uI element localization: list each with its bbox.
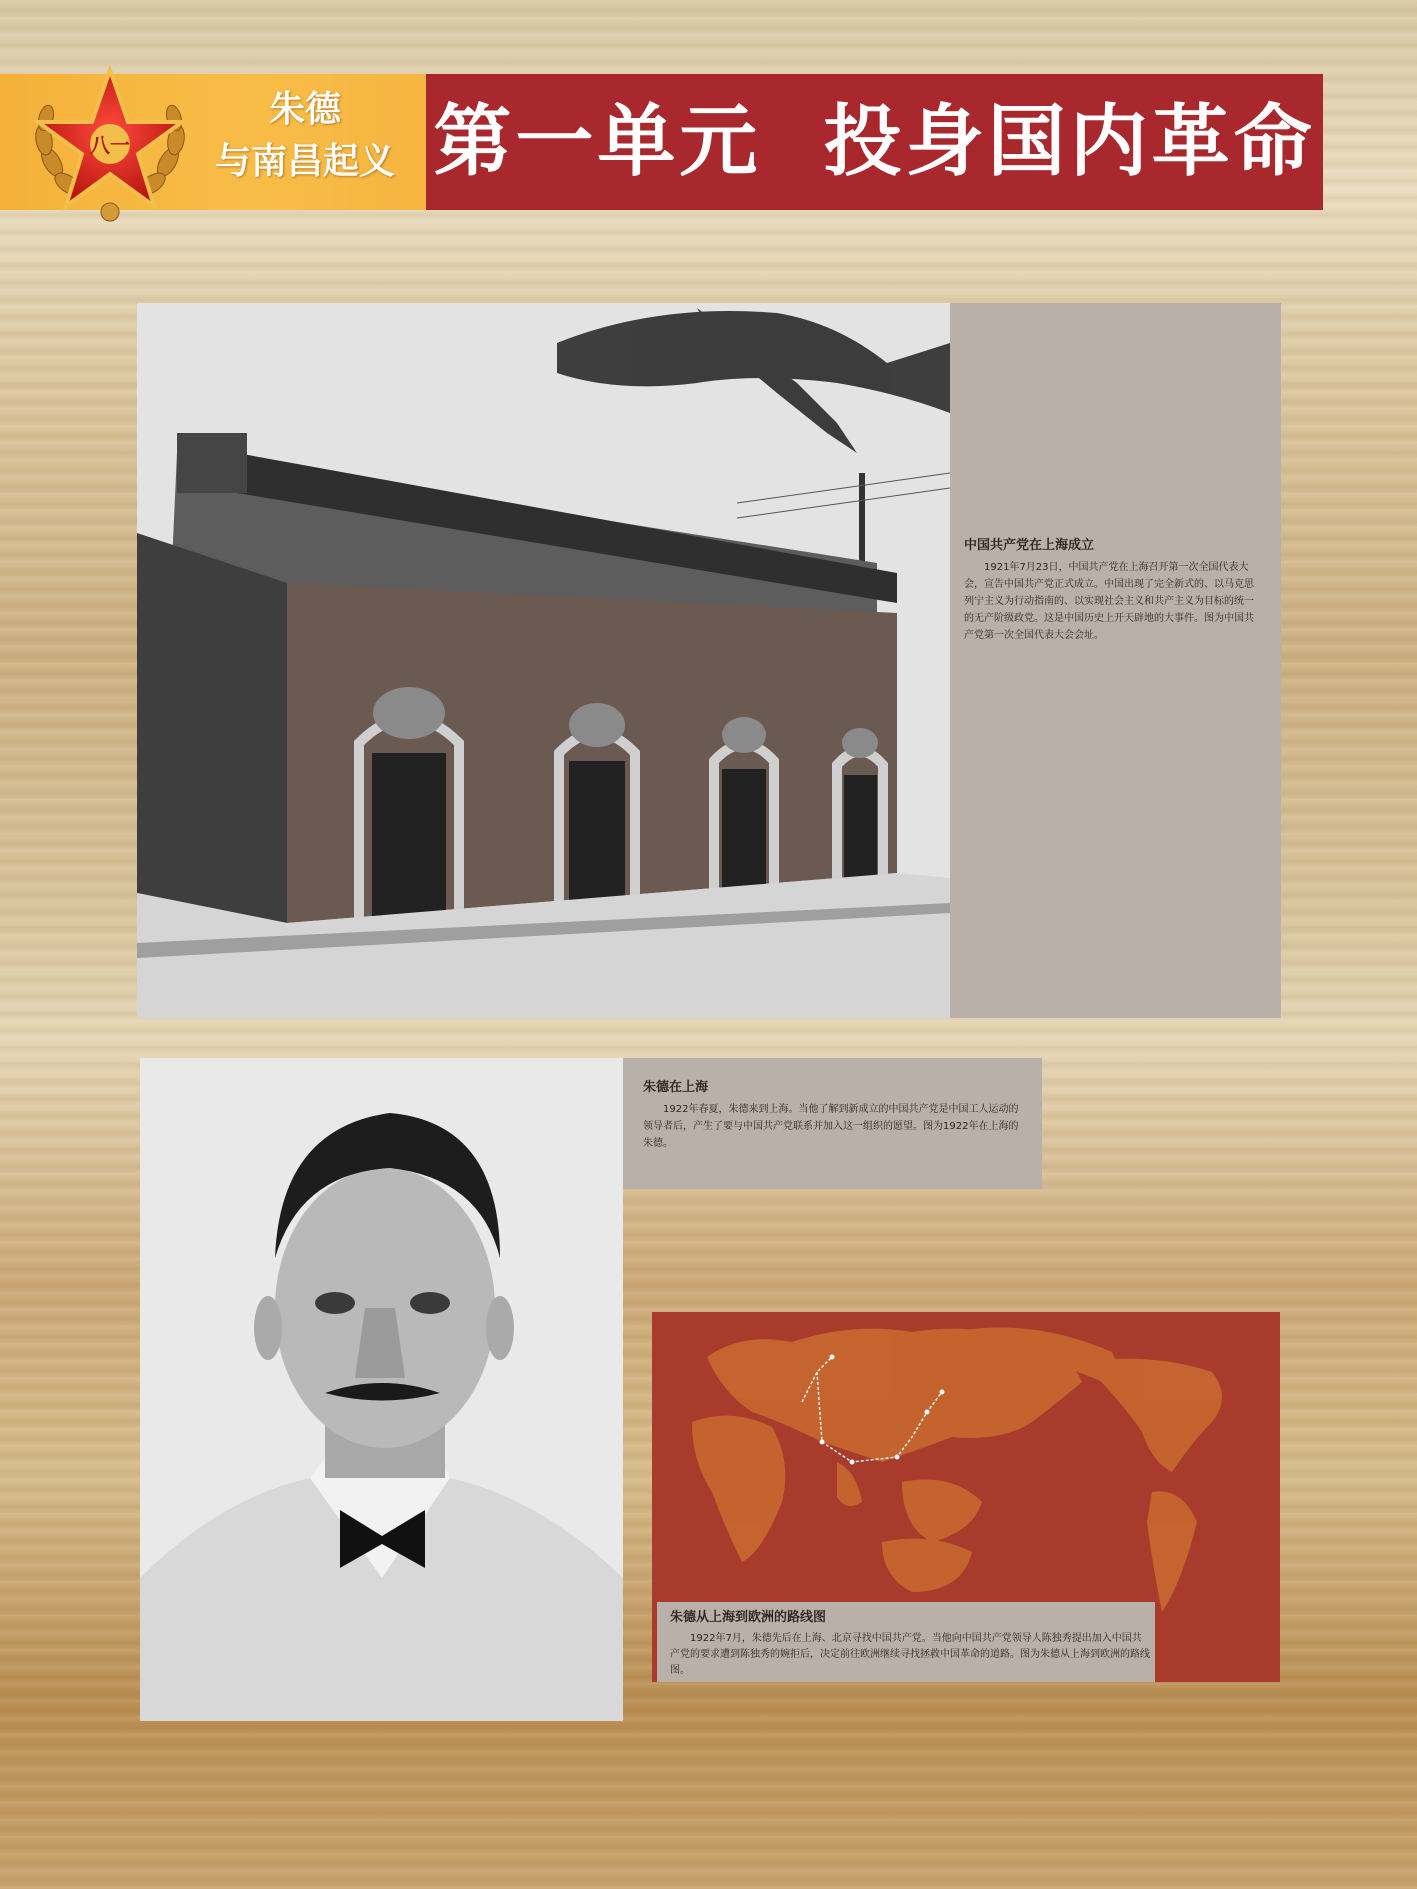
zhu-de-portrait-photo	[140, 1058, 623, 1721]
caption-title: 朱德在上海	[643, 1080, 709, 1095]
caption-cpc-founding	[964, 534, 1254, 644]
emblem-text: 八一	[90, 133, 130, 157]
cpc-first-congress-site-photo	[137, 303, 950, 1018]
page-title: 第一单元 投身国内革命	[433, 97, 1316, 187]
caption-panel-1	[950, 303, 1281, 1018]
subtitle-line-2: 与南昌起义	[214, 141, 395, 182]
caption-body: 1921年7月23日，中国共产党在上海召开第一次全国代表大会，宣告中国共产党正式成立。中国出现了完全新式的、以马克思列宁主义为行动指南的、以实现社会主义和共产主义为目标的统一的无产阶级政党。这是中国历史上开天辟地的大事件。图为中国共产党第一次全国代表大会会址。	[964, 562, 1254, 641]
caption-title: 朱德从上海到欧洲的路线图	[670, 1610, 827, 1625]
caption-route-map	[670, 1606, 1150, 1679]
subtitle-line-1: 朱德	[268, 89, 341, 130]
caption-body: 1922年春夏，朱德来到上海。当他了解到新成立的中国共产党是中国工人运动的领导者后，产生了要与中国共产党联系并加入这一组织的愿望。图为1922年在上海的朱德。	[643, 1104, 1019, 1149]
army-emblem-icon	[30, 62, 190, 228]
exhibit-subtitle	[190, 84, 420, 188]
caption-title: 中国共产党在上海成立	[964, 538, 1095, 553]
caption-zhu-de-shanghai	[643, 1076, 1023, 1152]
caption-body: 1922年7月，朱德先后在上海、北京寻找中国共产党。当他向中国共产党领导人陈独秀提出加入中国共产党的要求遭到陈独秀的婉拒后，决定前往欧洲继续寻找拯救中国革命的道路。图为朱德从上海到欧洲的路线图。	[670, 1633, 1150, 1676]
